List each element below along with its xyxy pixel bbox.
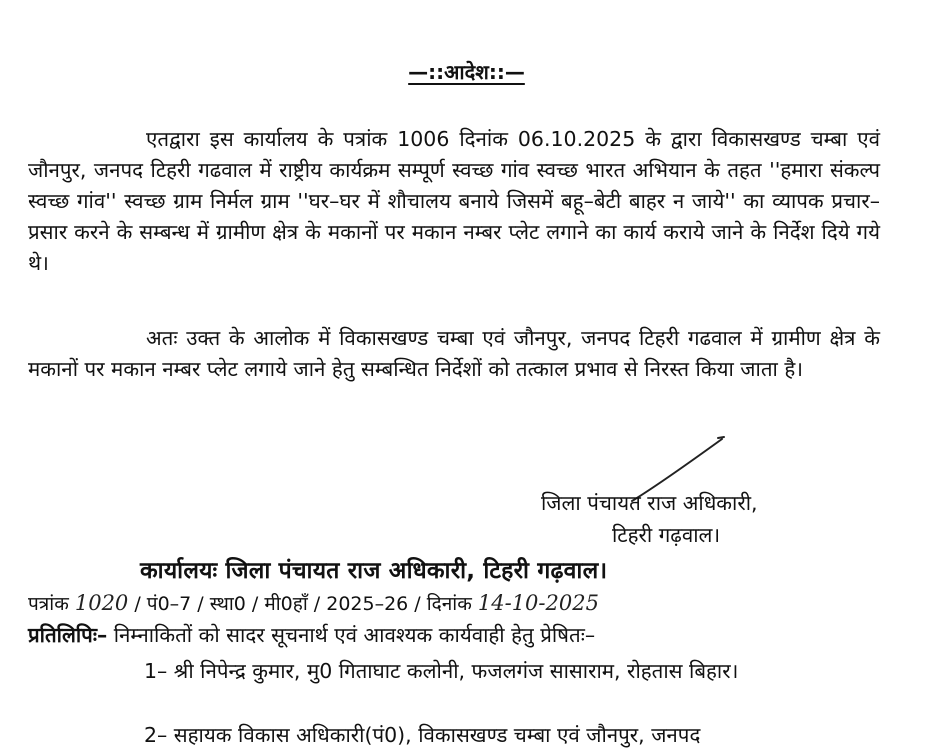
copy-to-line	[28, 621, 595, 649]
order-paragraph-1: एतद्वारा इस कार्यालय के पत्रांक 1006 दिनांक 06.10.2025 के द्वारा विकासखण्ड चम्बा एवं जौनपुर, जनपद टिहरी गढवाल में राष्ट्रीय कार्यक्रम सम्पूर्ण स्वच्छ गांव स्वच्छ भारत अभियान के तहत ''हमारा संकल्प स्वच्छ गांव'' स्वच्छ ग्राम निर्मल ग्राम ''घर–घर में शौचालय बनाये जिसमें बहू–बेटी बाहर न जाये'' का व्यापक प्रचार–प्रसार करने के सम्बन्ध में ग्रामीण क्षेत्र के मकानों पर मकान नम्बर प्लेट लगाने का कार्य कराये जाने के निर्देश दिये गये थे।	[28, 127, 880, 275]
reference-date: 14-10-2025	[477, 591, 599, 615]
office-line: कार्यालयः जिला पंचायत राज अधिकारी, टिहरी गढ़वाल।	[140, 558, 608, 584]
order-paragraph-2: अतः उक्त के आलोक में विकासखण्ड चम्बा एवं जौनपुर, जनपद टिहरी गढवाल में ग्रामीण क्षेत्र के मकानों पर मकान नम्बर प्लेट लगाये जाने हेतु सम्बन्धित निर्देशों को तत्काल प्रभाव से निरस्त किया जाता है।	[28, 326, 880, 381]
order-heading	[0, 58, 933, 85]
recipient-item: 2– सहायक विकास अधिकारी(पं0), विकासखण्ड चम्बा एवं जौनपुर, जनपद	[144, 723, 701, 747]
copy-to-text: निम्नाकितों को सादर सूचनार्थ एवं आवश्यक कार्यवाही हेतु प्रेषितः–	[113, 623, 596, 647]
signatory-title: जिला पंचायत राज अधिकारी,	[541, 491, 758, 515]
signatory-location: टिहरी गढ़वाल।	[612, 523, 721, 547]
reference-number: 1020	[74, 591, 129, 615]
reference-line	[28, 590, 599, 616]
reference-label: पत्रांक	[28, 593, 69, 615]
order-heading-text: —::आदेश::—	[408, 60, 525, 84]
recipient-item: 1– श्री निपेन्द्र कुमार, मु0 गिताघाट कलोनी, फजलगंज सासाराम, रोहतास बिहार।	[144, 659, 739, 683]
copy-to-label: प्रतिलिपिः–	[28, 623, 108, 647]
reference-code: / पं0–7 / स्था0 / मी0हाँ / 2025–26 / दिनांक	[134, 593, 472, 615]
